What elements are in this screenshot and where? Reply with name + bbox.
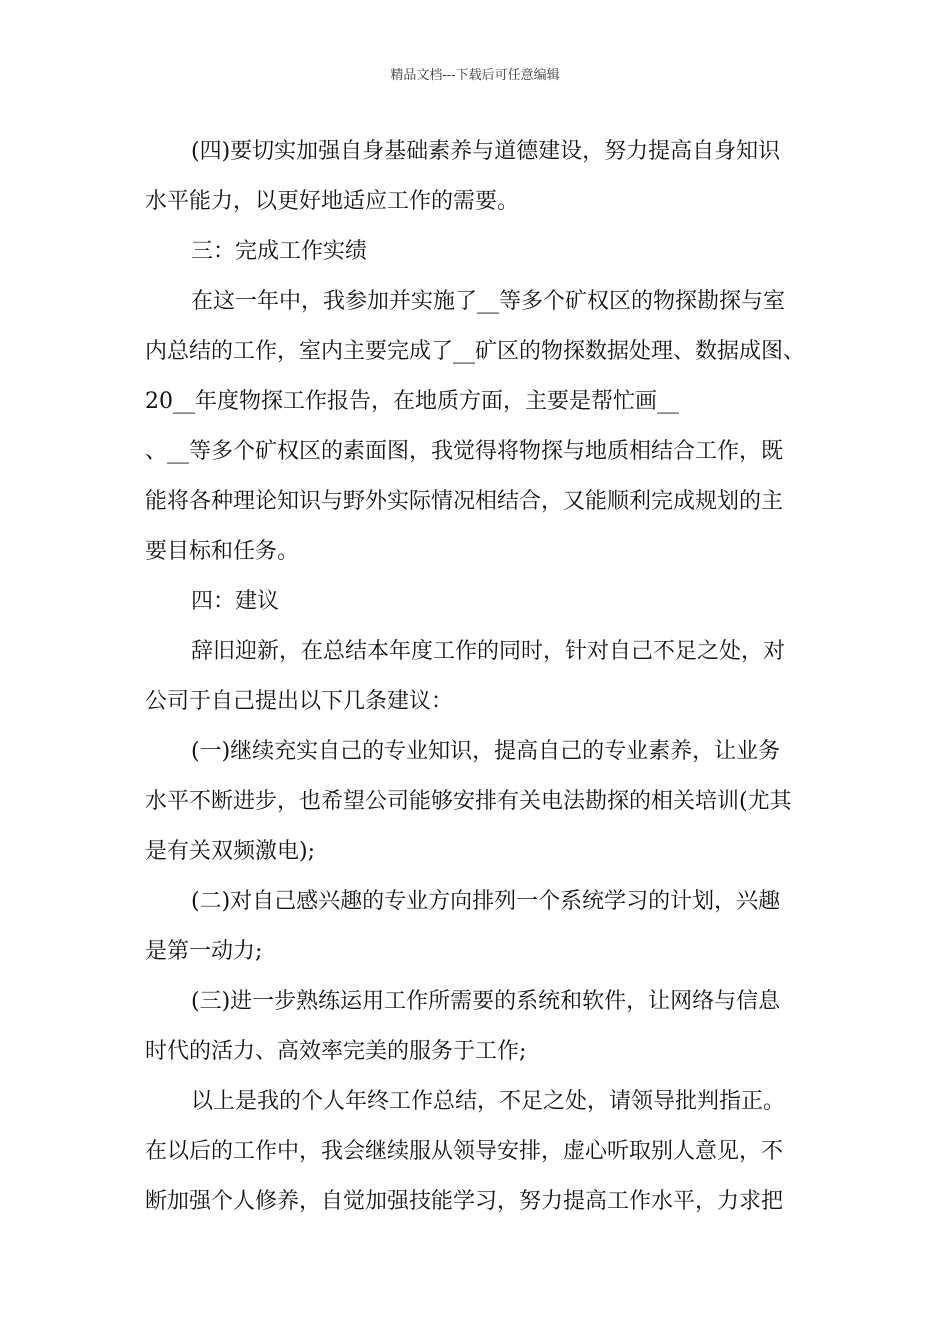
text-line: 、__等多个矿权区的素面图，我觉得将物探与地质相结合工作，既 [145, 439, 784, 464]
document-body [145, 127, 825, 1227]
text-line: (四)要切实加强自身基础素养与道德建设，努力提高自身知识 [191, 139, 781, 164]
text-line: (二)对自己感兴趣的专业方向排列一个系统学习的计划，兴趣 [191, 889, 781, 914]
text-line: 要目标和任务。 [145, 539, 300, 564]
text-line: 以上是我的个人年终工作总结，不足之处，请领导批判指正。 [191, 1089, 786, 1114]
text-line: 断加强个人修养，自觉加强技能学习，努力提高工作水平，力求把 [145, 1189, 784, 1214]
text-line: 水平不断进步，也希望公司能够安排有关电法勘探的相关培训(尤其 [145, 789, 792, 814]
text-line: 内总结的工作，室内主要完成了__矿区的物探数据处理、数据成图、 [145, 339, 806, 364]
text-line: 是有关双频激电); [145, 839, 315, 864]
text-line: 辞旧迎新，在总结本年度工作的同时，针对自己不足之处，对 [191, 639, 786, 664]
text-line: 在以后的工作中，我会继续服从领导安排，虚心听取别人意见，不 [145, 1139, 784, 1164]
text-line: (三)进一步熟练运用工作所需要的系统和软件，让网络与信息 [191, 989, 781, 1014]
text-line: 公司于自己提出以下几条建议： [145, 689, 454, 714]
text-line: (一)继续充实自己的专业知识，提高自己的专业素养，让业务 [191, 739, 781, 764]
text-line: 时代的活力、高效率完美的服务于工作; [145, 1039, 527, 1064]
text-line: 水平能力，以更好地适应工作的需要。 [145, 189, 520, 214]
text-line: 20__年度物探工作报告，在地质方面，主要是帮忙画__ [145, 389, 679, 414]
text-line: 能将各种理论知识与野外实际情况相结合，又能顺利完成规划的主 [145, 489, 784, 514]
page-header: 精品文档---下载后可任意编辑 [390, 68, 560, 83]
section-heading: 三：完成工作实绩 [191, 239, 368, 264]
text-line: 是第一动力; [145, 939, 263, 964]
text-line: 在这一年中，我参加并实施了__等多个矿权区的物探勘探与室 [191, 289, 786, 314]
section-heading: 四：建议 [191, 589, 280, 614]
